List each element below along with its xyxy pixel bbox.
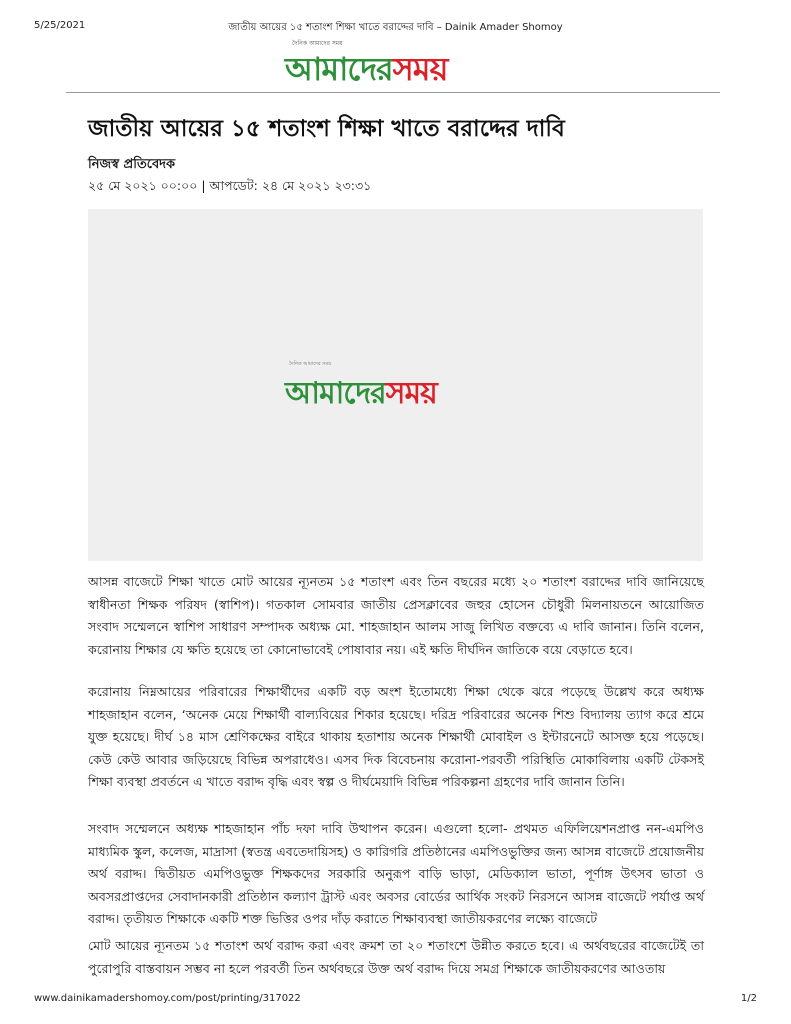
print-url: www.dainikamadershomoy.com/post/printing/317022 xyxy=(34,993,301,1004)
article-paragraph: আসন্ন বাজেটে শিক্ষা খাতে মোট আয়ের ন্যূনতম ১৫ শতাংশ এবং তিন বছরের মধ্যে ২০ শতাংশ বরাদ্দের দাবি জানিয়েছে স্বাধীনতা শিক্ষক পরিষদ (স্বাশিপ)। গতকাল সোমবার জাতীয় প্রেসক্লাবের জহুর হোসেন চৌধুরী মিলনায়তনে আয়োজিত সংবাদ সম্মেলনে স্বাশিপ সাধারণ সম্পাদক অধ্যক্ষ মো. শাহজাহান আলম সাজু লিখিত বক্তব্যে এ দাবি জানান। তিনি বলেন, করোনায় শিক্ষার যে ক্ষতি হয়েছে তা কোনোভাবেই পোষাবার নয়। এই ক্ষতি দীর্ঘদিন জাতিকে বয়ে বেড়াতে হবে। xyxy=(88,574,704,657)
logo-tagline: দৈনিক আমাদের সময় xyxy=(292,40,343,47)
article-paragraph: করোনায় নিম্নআয়ের পরিবারের শিক্ষার্থীদের একটি বড় অংশ ইতোমধ্যে শিক্ষা থেকে ঝরে পড়েছে উল্লেখ করে অধ্যক্ষ শাহজাহান বলেন, ‘অনেক মেয়ে শিক্ষার্থী বাল্যবিয়ের শিকার হয়েছে। দরিদ্র পরিবারের অনেক শিশু বিদ্যালয় ত্যাগ করে শ্রমে যুক্ত হয়েছে। দীর্ঘ ১৪ মাস শ্রেণিকক্ষের বাইরে থাকায় হতাশায় অনেক শিক্ষার্থী মোবাইল ও ইন্টারনেটে আসক্ত হয়ে পড়েছে। কেউ কেউ আবার জড়িয়েছে বিভিন্ন অপরাধেও। এসব দিক বিবেচনায় করোনা-পরবর্তী পরিস্থিতি মোকাবিলায় একটি টেকসই শিক্ষা ব্যবস্থা প্রবর্তনে এ খাতে বরাদ্দ বৃদ্ধি এবং স্বল্প ও দীর্ঘমেয়াদি বিভিন্ন পরিকল্পনা গ্রহণের দাবি জানান তিনি। xyxy=(88,684,704,790)
article-dates: ২৫ মে ২০২১ ০০:০০ | আপডেট: ২৪ মে ২০২১ ২৩:৩১ xyxy=(88,178,372,193)
logo-text-green: আমাদের xyxy=(285,50,393,88)
article-paragraph: মোট আয়ের ন্যূনতম ১৫ শতাংশ অর্থ বরাদ্দ করা এবং ক্রমশ তা ২০ শতাংশে উন্নীত করতে হবে। এ অর্থবছরের বাজেটেই তা পুরোপুরি বাস্তবায়ন সম্ভব না হলে পরবর্তী তিন অর্থবছরে উক্ত অর্থ বরাদ্দ দিয়ে সমগ্র শিক্ষাকে জাতীয়করণের আওতায় xyxy=(88,938,704,976)
print-page-number: 1/2 xyxy=(740,993,757,1004)
article-image-placeholder xyxy=(88,209,703,561)
image-logo-text-red: সময় xyxy=(385,376,437,411)
print-page-title: জাতীয় আয়ের ১৫ শতাংশ শিক্ষা খাতে বরাদ্দের দাবি – Dainik Amader Shomoy xyxy=(228,22,563,33)
header-divider xyxy=(66,92,720,93)
print-date: 5/25/2021 xyxy=(34,20,86,31)
image-logo-text-green: আমাদের xyxy=(285,376,386,411)
article-headline: জাতীয় আয়ের ১৫ শতাংশ শিক্ষা খাতে বরাদ্দের দাবি xyxy=(88,116,565,142)
article-byline: নিজস্ব প্রতিবেদক xyxy=(88,157,176,172)
image-logo-tagline: দৈনিক আমাদের সময় xyxy=(289,361,332,367)
article-paragraph: সংবাদ সম্মেলনে অধ্যক্ষ শাহজাহান পাঁচ দফা দাবি উত্থাপন করেন। এগুলো হলো- প্রথমত এফিলিয়েশনপ্রাপ্ত নন-এমপিও মাধ্যমিক স্কুল, কলেজ, মাদ্রাসা (স্বতন্ত্র এবতেদায়িসহ) ও কারিগরি প্রতিষ্ঠানের এমপিওভুক্তির জন্য আসন্ন বাজেটে প্রয়োজনীয় অর্থ বরাদ্দ। দ্বিতীয়ত এমপিওভুক্ত শিক্ষকদের সরকারি অনুরূপ বাড়ি ভাড়া, মেডিক্যাল ভাতা, পূর্ণাঙ্গ উৎসব ভাতা ও অবসরপ্রাপ্তদের সেবাদানকারী প্রতিষ্ঠান কল্যাণ ট্রাস্ট এবং অবসর বোর্ডের আর্থিক সংকট নিরসনে আসন্ন বাজেটে পর্যাপ্ত অর্থ বরাদ্দ। তৃতীয়ত শিক্ষাকে একটি শক্ত ভিত্তির ওপর দাঁড় করাতে শিক্ষাব্যবস্থা জাতীয়করণের লক্ষ্যে বাজেটে xyxy=(88,821,704,927)
site-logo[interactable] xyxy=(285,44,447,98)
image-logo xyxy=(285,369,437,420)
logo-text-red: সময় xyxy=(392,50,448,88)
